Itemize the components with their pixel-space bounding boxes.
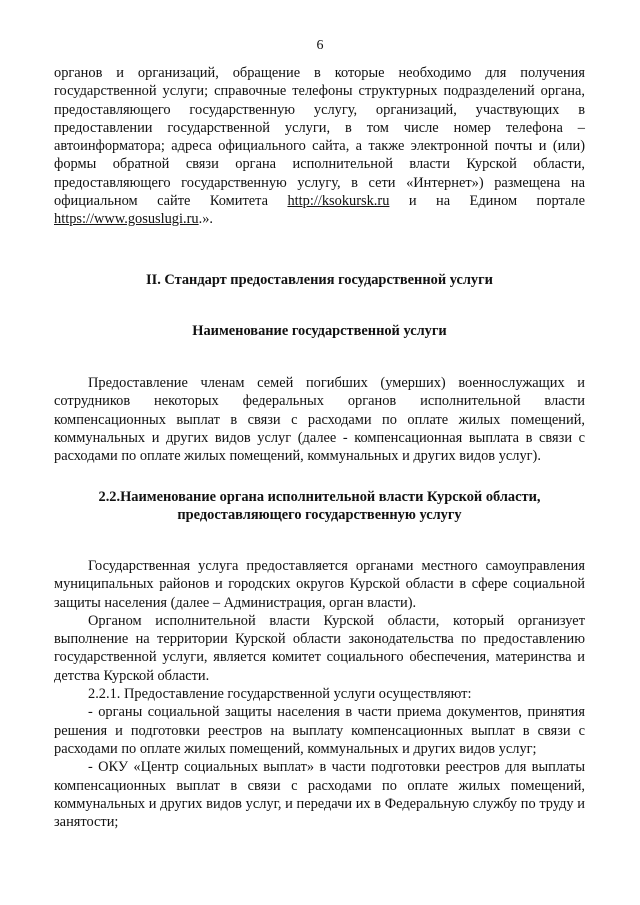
- service-name-paragraph: Предоставление членам семей погибших (умерших) военнослужащих и сотрудников некоторых федеральных органов исполнительной власти компенсационных выплат в связи с расходами по оплате жилых помещений, коммунальных и других видов услуг (далее - компенсационная выплата в связи с расходами по оплате жилых помещений, коммунальных и других видов услуг).: [54, 375, 585, 465]
- gosuslugi-link[interactable]: https://www.gosuslugi.ru: [54, 211, 199, 228]
- intro-text-before: органов и организаций, обращение в которые необходимо для получения государственной услуги; справочные телефоны структурных подразделений органа, предоставляющего государственную услугу, организаций, участвующих в предоставлении государственной услуги, в том числе номер телефона – автоинформатора; адреса официального сайта, а также электронной почты и (или) формы обратной связи органа исполнительной власти Курской области, предоставляющего государственную услугу, в сети «Интернет») размещена на официальном сайте Комитета: [54, 65, 585, 210]
- list-item: - органы социальной защиты населения в части приема документов, принятия решения и подготовки реестров на выплату компенсационных выплат в связи с расходами по оплате жилых помещений, коммунальных и других видов услуг;: [54, 704, 585, 757]
- page-number: 6: [316, 38, 324, 53]
- paragraph-executive-body: Органом исполнительной власти Курской области, который организует выполнение на территории Курской области законодательства по предоставлению государственной услуги, является комитет социального обеспечения, материнства и детства Курской области.: [54, 612, 585, 684]
- list-item: - ОКУ «Центр социальных выплат» в части подготовки реестров для выплаты компенсационных выплат в связи с расходами по оплате жилых помещений, коммунальных и других видов услуг, и передачи их в Федеральную службу по труду и занятости;: [54, 759, 585, 831]
- paragraph-2-2-1: 2.2.1. Предоставление государственной услуги осуществляют:: [88, 686, 472, 703]
- intro-paragraph: [54, 64, 585, 229]
- section-2-2-body: [54, 557, 585, 831]
- section-heading: II. Стандарт предоставления государственной услуги: [146, 272, 493, 288]
- heading-2-2-line2: предоставляющего государственную услугу: [177, 507, 462, 524]
- intro-text-middle: и на Едином портале: [389, 193, 585, 210]
- heading-2-2-line1: 2.2.Наименование органа исполнительной власти Курской области,: [98, 489, 541, 505]
- heading-2-2: [54, 488, 585, 525]
- service-name-heading: Наименование государственной услуги: [192, 323, 447, 339]
- intro-text-after: .».: [198, 211, 213, 228]
- ksokursk-link[interactable]: http://ksokursk.ru: [287, 193, 390, 210]
- paragraph-authority: Государственная услуга предоставляется органами местного самоуправления муниципальных районов и городских округов Курской области в сфере социальной защиты населения (далее – Администрация, орган власти).: [54, 558, 585, 611]
